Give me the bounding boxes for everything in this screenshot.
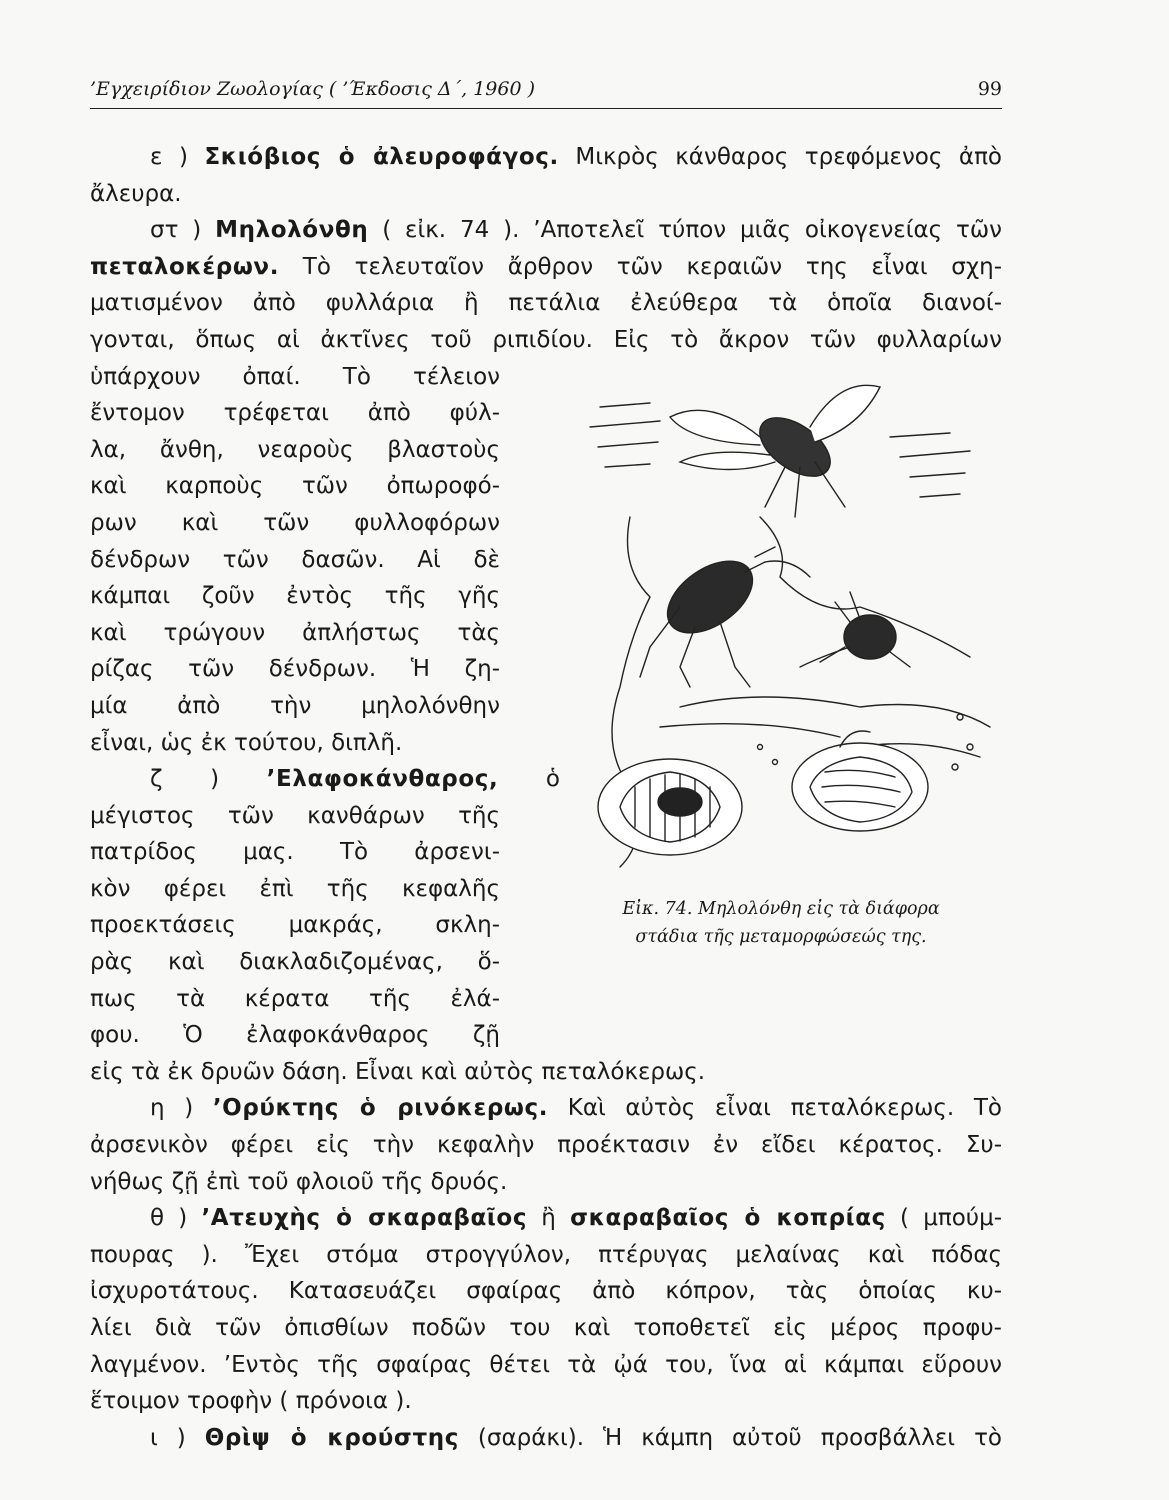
wrapped-block — [90, 359, 1002, 1054]
item-label: στ ) — [150, 217, 216, 244]
item-label: ζ ) — [150, 766, 267, 793]
para-st-narrow-line: δένδρων τῶν δασῶν. Αἱ δὲ — [90, 546, 500, 573]
para-h-line3: νήθως ζῇ ἐπὶ τοῦ φλοιοῦ τῆς δρυός. — [90, 1168, 508, 1195]
cockchafer-illustration — [560, 367, 1002, 887]
para-z-narrow-line: μέγιστος τῶν κανθάρων τῆς — [90, 802, 500, 829]
item-label: ε ) — [150, 144, 205, 170]
para-z-narrow-line: πως τὰ κέρατα τῆς ἐλά- — [90, 985, 500, 1012]
figure-74 — [560, 367, 1002, 951]
para-st-narrow-line: ρων καὶ τῶν φυλλοφόρων — [90, 509, 500, 536]
item-label: ι ) — [150, 1424, 205, 1451]
para-th-line2: πουρας ). Ἔχει στόμα στρογγύλον, πτέρυγας μελαίνας καὶ πόδας — [90, 1241, 1002, 1268]
para-h-line1 — [90, 1090, 1002, 1127]
para-st-narrow-line: εἶναι, ὡς ἐκ τούτου, διπλῆ. — [90, 729, 403, 756]
para-z-last: εἰς τὰ ἐκ δρυῶν δάση. Εἶναι καὶ αὐτὸς πεταλόκερως. — [90, 1058, 706, 1085]
para-st-narrow-line: λα, ἄνθη, νεαροὺς βλαστοὺς — [90, 436, 500, 463]
caption-line: στάδια τῆς μεταμορφώσεώς της. — [635, 926, 927, 947]
text: (σαράκι). Ἡ κάμπη αὐτοῦ προσβάλλει τὸ — [458, 1424, 1002, 1451]
text: ( μπούμ- — [885, 1205, 1003, 1232]
para-st-line1 — [90, 212, 1002, 249]
para-z-narrow-line: πατρίδος μας. Τὸ ἀρσενι- — [90, 839, 500, 866]
para-st-line3: ματισμένον ἀπὸ φυλλάρια ἢ πετάλια ἐλεύθερα τὰ ὁποῖα διανοί- — [90, 290, 1002, 317]
para-z-narrow-line: κὸν φέρει ἐπὶ τῆς κεφαλῆς — [90, 875, 500, 902]
term-bold: πεταλοκέρων. — [90, 253, 280, 280]
para-e-line1 — [90, 139, 1002, 176]
text: ἢ — [527, 1205, 571, 1232]
para-st-narrow-line: κάμπαι ζοῦν ἐντὸς τῆς γῆς — [90, 583, 500, 610]
term-bold: ’Ορύκτης ὁ ρινόκερως. — [212, 1095, 549, 1122]
para-st-narrow-line: καὶ τρώγουν ἀπλήστως τὰς — [90, 619, 500, 646]
para-st-narrow-line: ὑπάρχουν ὀπαί. Τὸ τέλειον — [90, 363, 500, 390]
page — [90, 78, 1002, 1456]
term-bold: Θρὶψ ὁ κρούστης — [204, 1424, 459, 1451]
para-h-line2: ἀρσενικὸν φέρει εἰς τὴν κεφαλὴν προέκτασιν ἐν εἴδει κέρατος. Συ- — [90, 1132, 1002, 1159]
figure-caption — [560, 895, 1002, 951]
body-text — [90, 139, 1002, 1456]
text: ὁ — [498, 766, 560, 793]
para-i-line1 — [90, 1420, 1002, 1457]
text: Τὸ τελευταῖον ἄρθρον τῶν κεραιῶν της εἶναι σχη- — [279, 253, 1002, 280]
para-st-narrow-line: ἔντομον τρέφεται ἀπὸ φύλ- — [90, 400, 500, 427]
para-st-line4: γονται, ὅπως αἱ ἀκτῖνες τοῦ ριπιδίου. Εἰς τὸ ἄκρον τῶν φυλλαρίων — [90, 326, 1002, 353]
text: Καὶ αὐτὸς εἶναι πεταλόκερως. Τὸ — [548, 1095, 1002, 1122]
text: Μικρὸς κάνθαρος τρεφόμενος ἀπὸ — [558, 144, 1002, 170]
caption-line: Εἰκ. 74. Μηλολόνθη εἰς τὰ διάφορα — [622, 898, 940, 919]
para-st-narrow-line: ρίζας τῶν δένδρων. Ἡ ζη- — [90, 656, 500, 683]
running-header — [90, 78, 1002, 109]
para-z-narrow-line: ρὰς καὶ διακλαδιζομένας, ὅ- — [90, 949, 500, 976]
para-th-line1 — [90, 1200, 1002, 1237]
para-st-narrow-line: μία ἀπὸ τὴν μηλολόνθην — [90, 692, 500, 719]
item-label: η ) — [150, 1095, 213, 1122]
para-z-narrow-line: φου. Ὁ ἐλαφοκάνθαρος ζῇ — [90, 1022, 500, 1049]
item-label: θ ) — [150, 1205, 202, 1232]
term-bold: ’Ελαφοκάνθαρος, — [266, 766, 499, 793]
para-e-line2: ἄλευρα. — [90, 180, 182, 207]
para-st-line2 — [90, 249, 1002, 286]
term-bold: Μηλολόνθη — [215, 217, 369, 244]
para-th-line6: ἕτοιμον τροφὴν ( πρόνοια ). — [90, 1388, 412, 1415]
text: ( εἰκ. 74 ). ’Αποτελεῖ τύπον μιᾶς οἰκογενείας τῶν — [368, 217, 1002, 244]
para-z-line1 — [90, 761, 560, 798]
para-th-line4: λίει διὰ τῶν ὀπισθίων ποδῶν του καὶ τοποθετεῖ εἰς μέρος προφυ- — [90, 1315, 1002, 1341]
para-st-narrow-line: καὶ καρποὺς τῶν ὀπωροφό- — [90, 473, 500, 500]
term-bold: σκαραβαῖος ὁ κοπρίας — [570, 1205, 886, 1232]
term-bold: Σκιόβιος ὁ ἀλευροφάγος. — [204, 144, 559, 170]
para-th-line5: λαγμένον. ’Εντὸς τῆς σφαίρας θέτει τὰ ᾠά του, ἵνα αἱ κάμπαι εὕρουν — [90, 1351, 1002, 1378]
term-bold: ’Ατευχὴς ὁ σκαραβαῖος — [201, 1205, 528, 1232]
page-number: 99 — [977, 78, 1002, 100]
header-title: ’Εγχειρίδιον Ζωολογίας ( ’Έκδοσις Δ΄, 1960 ) — [90, 78, 536, 100]
para-z-narrow-line: προεκτάσεις μακράς, σκλη- — [90, 912, 500, 939]
para-th-line3: ἰσχυροτάτους. Κατασευάζει σφαίρας ἀπὸ κόπρον, τὰς ὁποίας κυ- — [90, 1278, 1002, 1305]
